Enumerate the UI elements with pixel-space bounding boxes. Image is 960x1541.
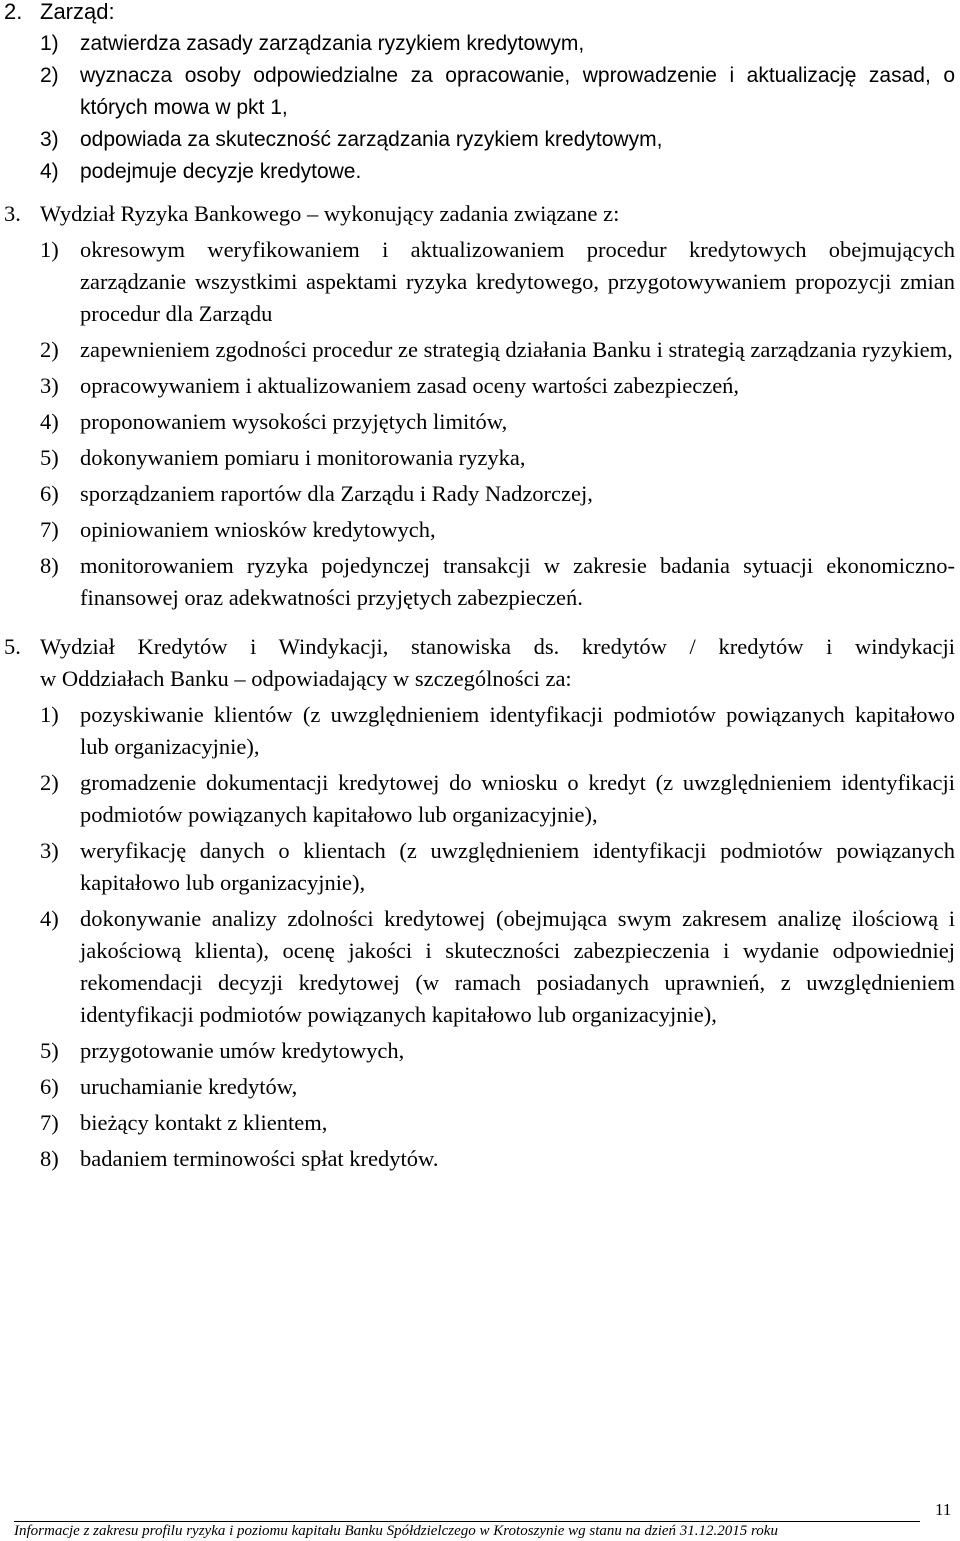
item-text: odpowiada za skuteczność zarządzania ryzykiem kredytowym, bbox=[80, 128, 663, 151]
item-number: 1) bbox=[40, 237, 59, 262]
section-body bbox=[40, 234, 955, 614]
item-text: dokonywaniem pomiaru i monitorowania ryzyka, bbox=[80, 445, 526, 470]
item-text: weryfikację danych o klientach (z uwzględnieniem identyfikacji podmiotów powiązanych kapitałowo lub organizacyjnie), bbox=[80, 838, 955, 895]
item-number: 6) bbox=[40, 481, 59, 506]
item-text: pozyskiwanie klientów (z uwzględnieniem identyfikacji podmiotów powiązanych kapitałowo lub organizacyjnie), bbox=[80, 702, 955, 759]
item-number: 4) bbox=[40, 409, 59, 434]
section-body bbox=[40, 28, 955, 188]
section-number: 3. bbox=[4, 201, 21, 226]
list-item bbox=[40, 60, 955, 124]
list-item bbox=[40, 1035, 955, 1067]
section-title: Wydział Ryzyka Bankowego – wykonujący zadania związane z: bbox=[40, 201, 620, 226]
item-number: 3) bbox=[40, 373, 59, 398]
item-text: dokonywanie analizy zdolności kredytowej (obejmująca swym zakresem analizę ilościową i jakościową klienta), ocenę jakości i skuteczności zabezpieczenia i wydanie odpowiedniej rekomendacji decyzji kredytowej (w ramach posiadanych uprawnień, z uwzględnieniem identyfikacji podmiotów powiązanych kapitałowo lub organizacyjnie), bbox=[80, 906, 955, 1027]
section-2 bbox=[0, 0, 955, 188]
list-item bbox=[40, 1143, 955, 1175]
item-number: 4) bbox=[40, 160, 59, 183]
item-text: sporządzaniem raportów dla Zarządu i Rady Nadzorczej, bbox=[80, 481, 593, 506]
list-item bbox=[40, 442, 955, 474]
section-title-continuation: w Oddziałach Banku – odpowiadający w szczególności za: bbox=[40, 666, 572, 691]
item-number: 8) bbox=[40, 553, 59, 578]
footer-text: Informacje z zakresu profilu ryzyka i poziomu kapitału Banku Spółdzielczego w Krotoszynie wg stanu na dzień 31.12.2015 roku bbox=[14, 1523, 778, 1539]
item-number: 7) bbox=[40, 517, 59, 542]
list-item bbox=[40, 156, 955, 188]
list-item bbox=[40, 334, 955, 366]
list-item bbox=[40, 234, 955, 330]
section-header bbox=[0, 198, 955, 230]
list-item bbox=[40, 767, 955, 831]
section-5 bbox=[0, 631, 955, 1175]
section-3 bbox=[0, 198, 955, 614]
section-number: 5. bbox=[4, 634, 21, 659]
item-text: bieżący kontakt z klientem, bbox=[80, 1110, 328, 1135]
item-text: uruchamianie kredytów, bbox=[80, 1074, 298, 1099]
list-item bbox=[40, 1071, 955, 1103]
item-number: 4) bbox=[40, 906, 59, 931]
item-number: 3) bbox=[40, 838, 59, 863]
item-text: podejmuje decyzje kredytowe. bbox=[80, 160, 362, 183]
section-title: Zarząd: bbox=[40, 0, 115, 24]
item-text: opiniowaniem wniosków kredytowych, bbox=[80, 517, 436, 542]
item-text: opracowywaniem i aktualizowaniem zasad oceny wartości zabezpieczeń, bbox=[80, 373, 740, 398]
list-item bbox=[40, 28, 955, 60]
list-item bbox=[40, 370, 955, 402]
item-text: zatwierdza zasady zarządzania ryzykiem kredytowym, bbox=[80, 32, 585, 55]
item-number: 5) bbox=[40, 445, 59, 470]
item-text: badaniem terminowości spłat kredytów. bbox=[80, 1146, 439, 1171]
item-text: gromadzenie dokumentacji kredytowej do wniosku o kredyt (z uwzględnieniem identyfikacji podmiotów powiązanych kapitałowo lub organizacyjnie), bbox=[80, 770, 955, 827]
list-item bbox=[40, 903, 955, 1031]
section-number: 2. bbox=[4, 0, 23, 24]
item-text: przygotowanie umów kredytowych, bbox=[80, 1038, 405, 1063]
item-number: 2) bbox=[40, 337, 59, 362]
list-item bbox=[40, 835, 955, 899]
list-item bbox=[40, 514, 955, 546]
list-item bbox=[40, 699, 955, 763]
section-header bbox=[0, 0, 955, 28]
item-number: 6) bbox=[40, 1074, 59, 1099]
item-text: monitorowaniem ryzyka pojedynczej transakcji w zakresie badania sytuacji ekonomiczno-finansowej oraz adekwatności przyjętych zabezpieczeń. bbox=[80, 553, 955, 610]
section-title: Wydział Kredytów i Windykacji, stanowiska ds. kredytów / kredytów i windykacji bbox=[40, 634, 955, 659]
item-list bbox=[40, 28, 955, 188]
item-number: 7) bbox=[40, 1110, 59, 1135]
item-number: 3) bbox=[40, 128, 59, 151]
item-list bbox=[40, 699, 955, 1175]
section-header bbox=[0, 631, 955, 663]
item-text: wyznacza osoby odpowiedzialne za opracowanie, wprowadzenie i aktualizację zasad, o których mowa w pkt 1, bbox=[80, 64, 955, 119]
item-list bbox=[40, 234, 955, 614]
list-item bbox=[40, 406, 955, 438]
item-text: zapewnieniem zgodności procedur ze strategią działania Banku i strategią zarządzania ryzykiem, bbox=[80, 337, 953, 362]
item-number: 1) bbox=[40, 32, 59, 55]
item-number: 2) bbox=[40, 770, 59, 795]
item-text: okresowym weryfikowaniem i aktualizowaniem procedur kredytowych obejmujących zarządzanie wszystkimi aspektami ryzyka kredytowego, przygotowywaniem propozycji zmian procedur dla Zarządu bbox=[80, 237, 955, 326]
item-number: 1) bbox=[40, 702, 59, 727]
item-text: proponowaniem wysokości przyjętych limitów, bbox=[80, 409, 508, 434]
item-number: 5) bbox=[40, 1038, 59, 1063]
item-number: 2) bbox=[40, 64, 59, 87]
section-body bbox=[40, 663, 955, 1175]
list-item bbox=[40, 124, 955, 156]
list-item bbox=[40, 550, 955, 614]
list-item bbox=[40, 478, 955, 510]
page-number: 11 bbox=[935, 1500, 952, 1519]
item-number: 8) bbox=[40, 1146, 59, 1171]
list-item bbox=[40, 1107, 955, 1139]
